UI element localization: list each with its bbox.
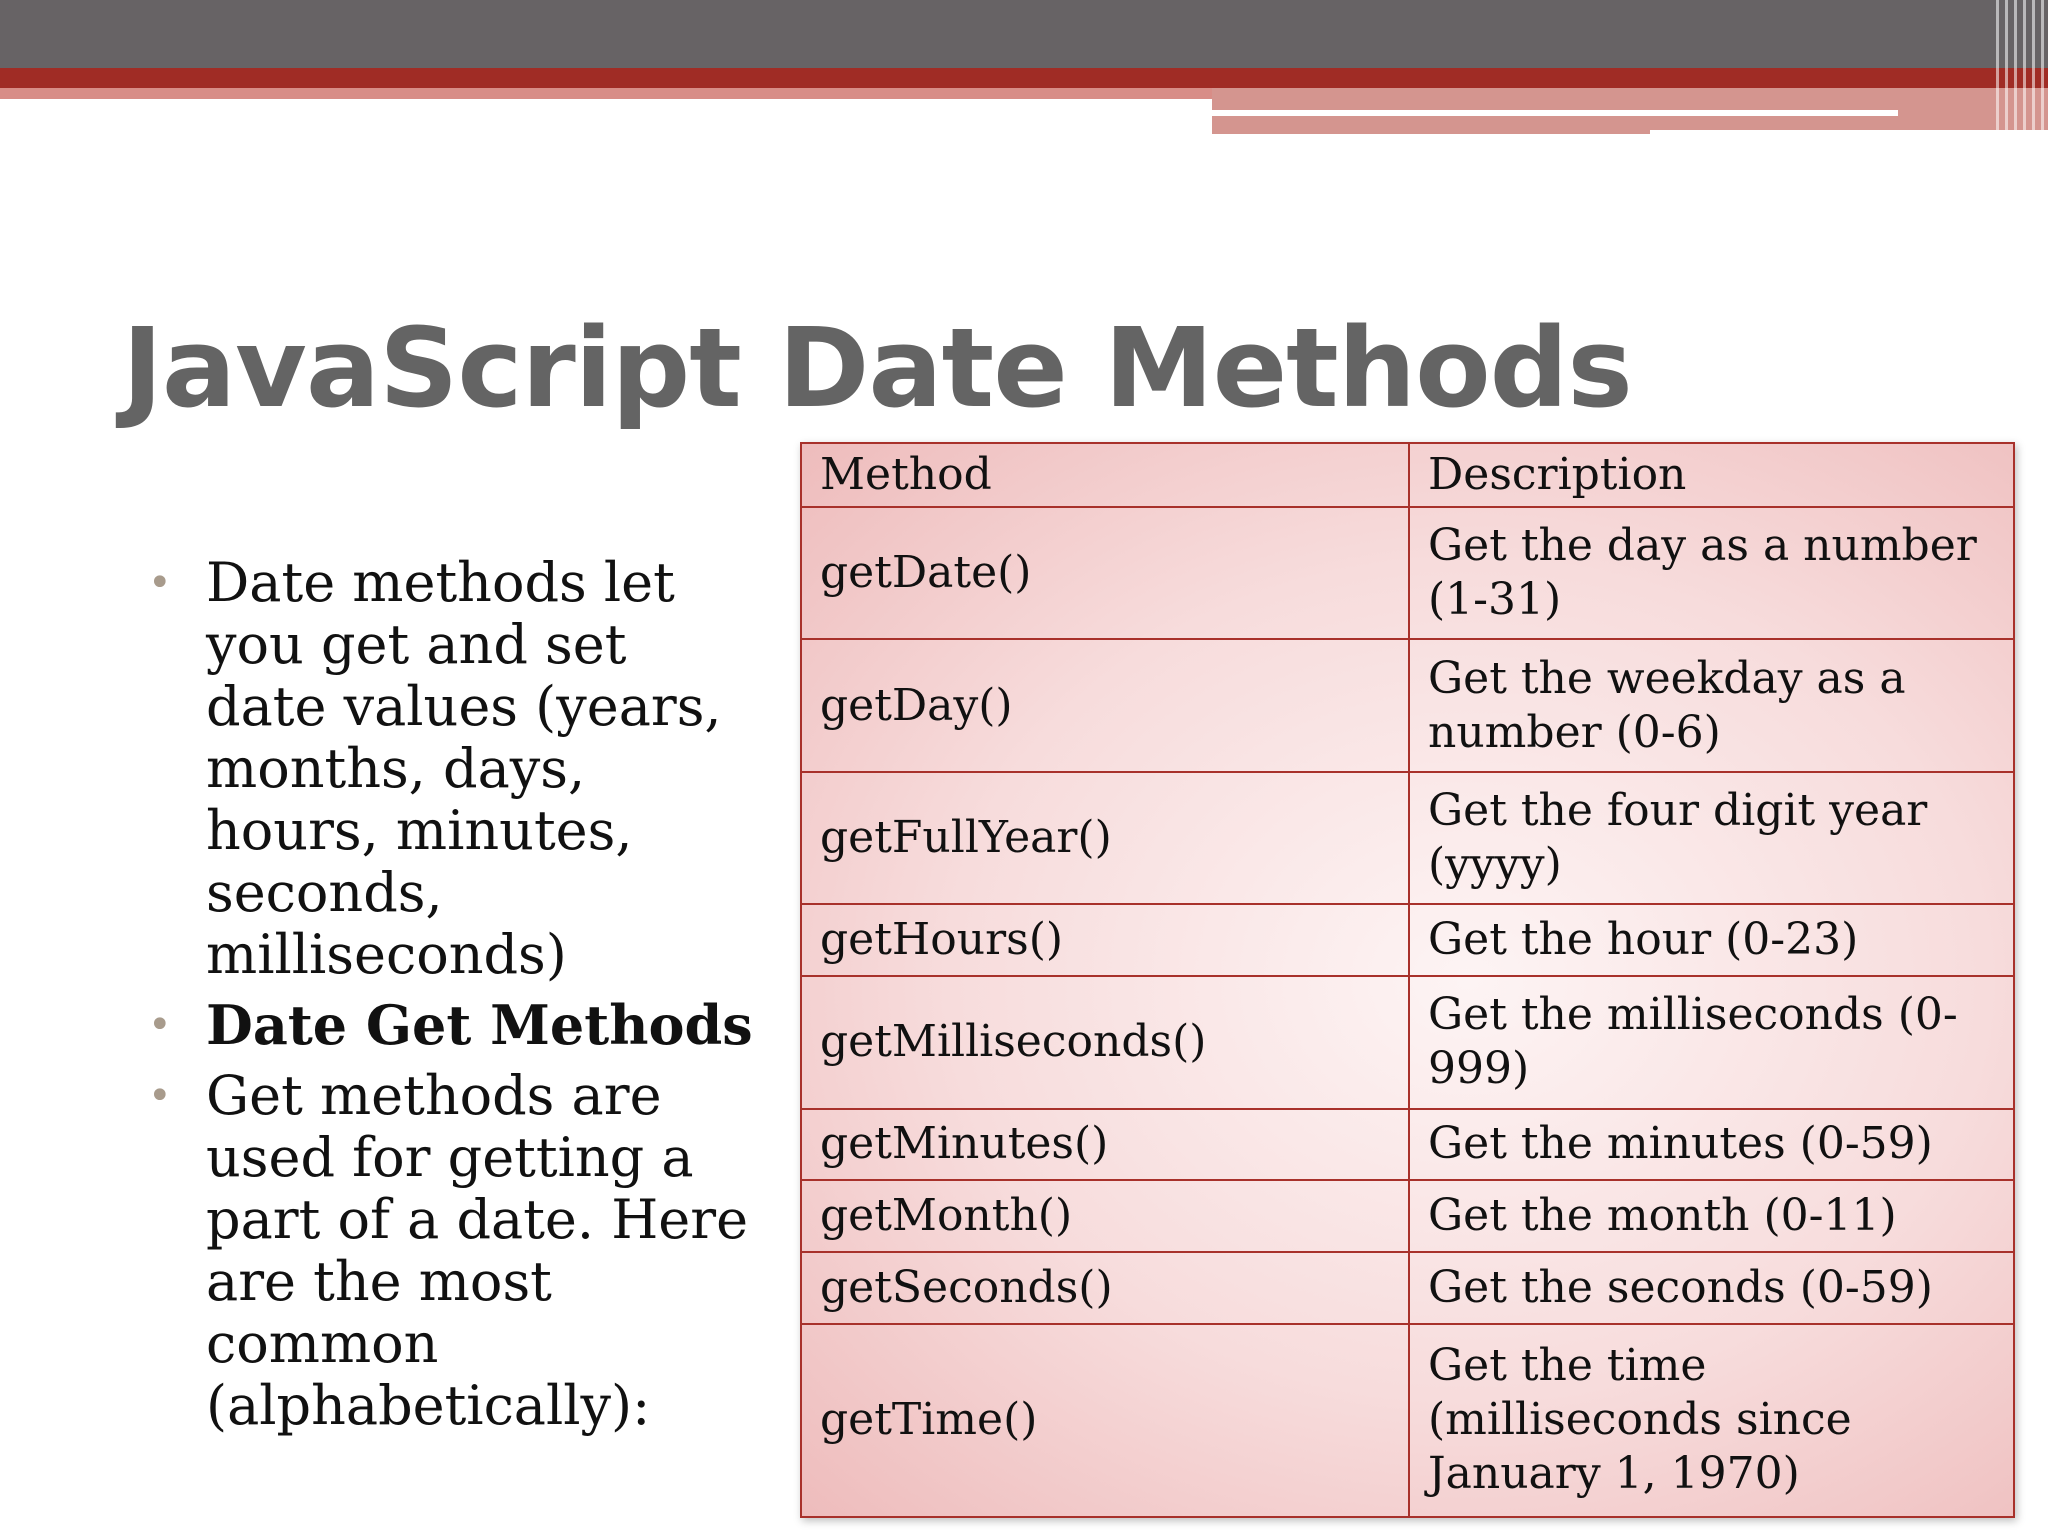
bullet-dot-icon: • [148, 1073, 172, 1119]
header-edge-stripes [1996, 0, 2048, 138]
table-row [801, 772, 2014, 904]
table-row [801, 507, 2014, 639]
description-cell: Get the seconds (0-59) [1409, 1252, 2014, 1324]
header-accent-line [1212, 110, 1898, 116]
description-cell: Get the milliseconds (0-999) [1409, 976, 2014, 1108]
table-row [801, 1252, 2014, 1324]
table-row [801, 1324, 2014, 1517]
table-body [801, 507, 2014, 1517]
bullet-item [140, 994, 760, 1057]
method-cell: getHours() [801, 904, 1409, 976]
description-cell: Get the time (milliseconds since January 1, 1970) [1409, 1324, 2014, 1517]
table-row [801, 904, 2014, 976]
bullet-item [140, 552, 760, 986]
date-methods-table [800, 442, 2015, 1518]
bullet-list [140, 552, 760, 1445]
description-cell: Get the four digit year (yyyy) [1409, 772, 2014, 904]
column-header-description: Description [1409, 443, 2014, 507]
header-bar-pink [0, 88, 1212, 99]
method-cell: getMilliseconds() [801, 976, 1409, 1108]
method-cell: getSeconds() [801, 1252, 1409, 1324]
column-header-method: Method [801, 443, 1409, 507]
header-accent-step [1650, 130, 2048, 138]
method-cell: getMonth() [801, 1180, 1409, 1252]
table-row [801, 1109, 2014, 1181]
bullet-text: Get methods are used for getting a part of a date. Here are the most common (alphabetically): [206, 1064, 749, 1437]
method-cell: getMinutes() [801, 1109, 1409, 1181]
table-header-row [801, 443, 2014, 507]
bullet-dot-icon: • [148, 560, 172, 606]
description-cell: Get the hour (0-23) [1409, 904, 2014, 976]
bullet-text: Date Get Methods [206, 993, 753, 1057]
bullet-item [140, 1065, 760, 1437]
table-row [801, 1180, 2014, 1252]
table-row [801, 639, 2014, 771]
table-row [801, 976, 2014, 1108]
description-cell: Get the weekday as a number (0-6) [1409, 639, 2014, 771]
description-cell: Get the minutes (0-59) [1409, 1109, 2014, 1181]
method-cell: getDate() [801, 507, 1409, 639]
description-cell: Get the month (0-11) [1409, 1180, 2014, 1252]
header-bar-red [0, 68, 2048, 88]
description-cell: Get the day as a number (1-31) [1409, 507, 2014, 639]
bullet-dot-icon: • [148, 1002, 172, 1048]
bullet-text: Date methods let you get and set date values (years, months, days, hours, minutes, seconds, milliseconds) [206, 551, 722, 986]
method-cell: getDay() [801, 639, 1409, 771]
header-bar-gray [0, 0, 2048, 68]
method-cell: getTime() [801, 1324, 1409, 1517]
slide-title: JavaScript Date Methods [122, 304, 1632, 432]
method-cell: getFullYear() [801, 772, 1409, 904]
